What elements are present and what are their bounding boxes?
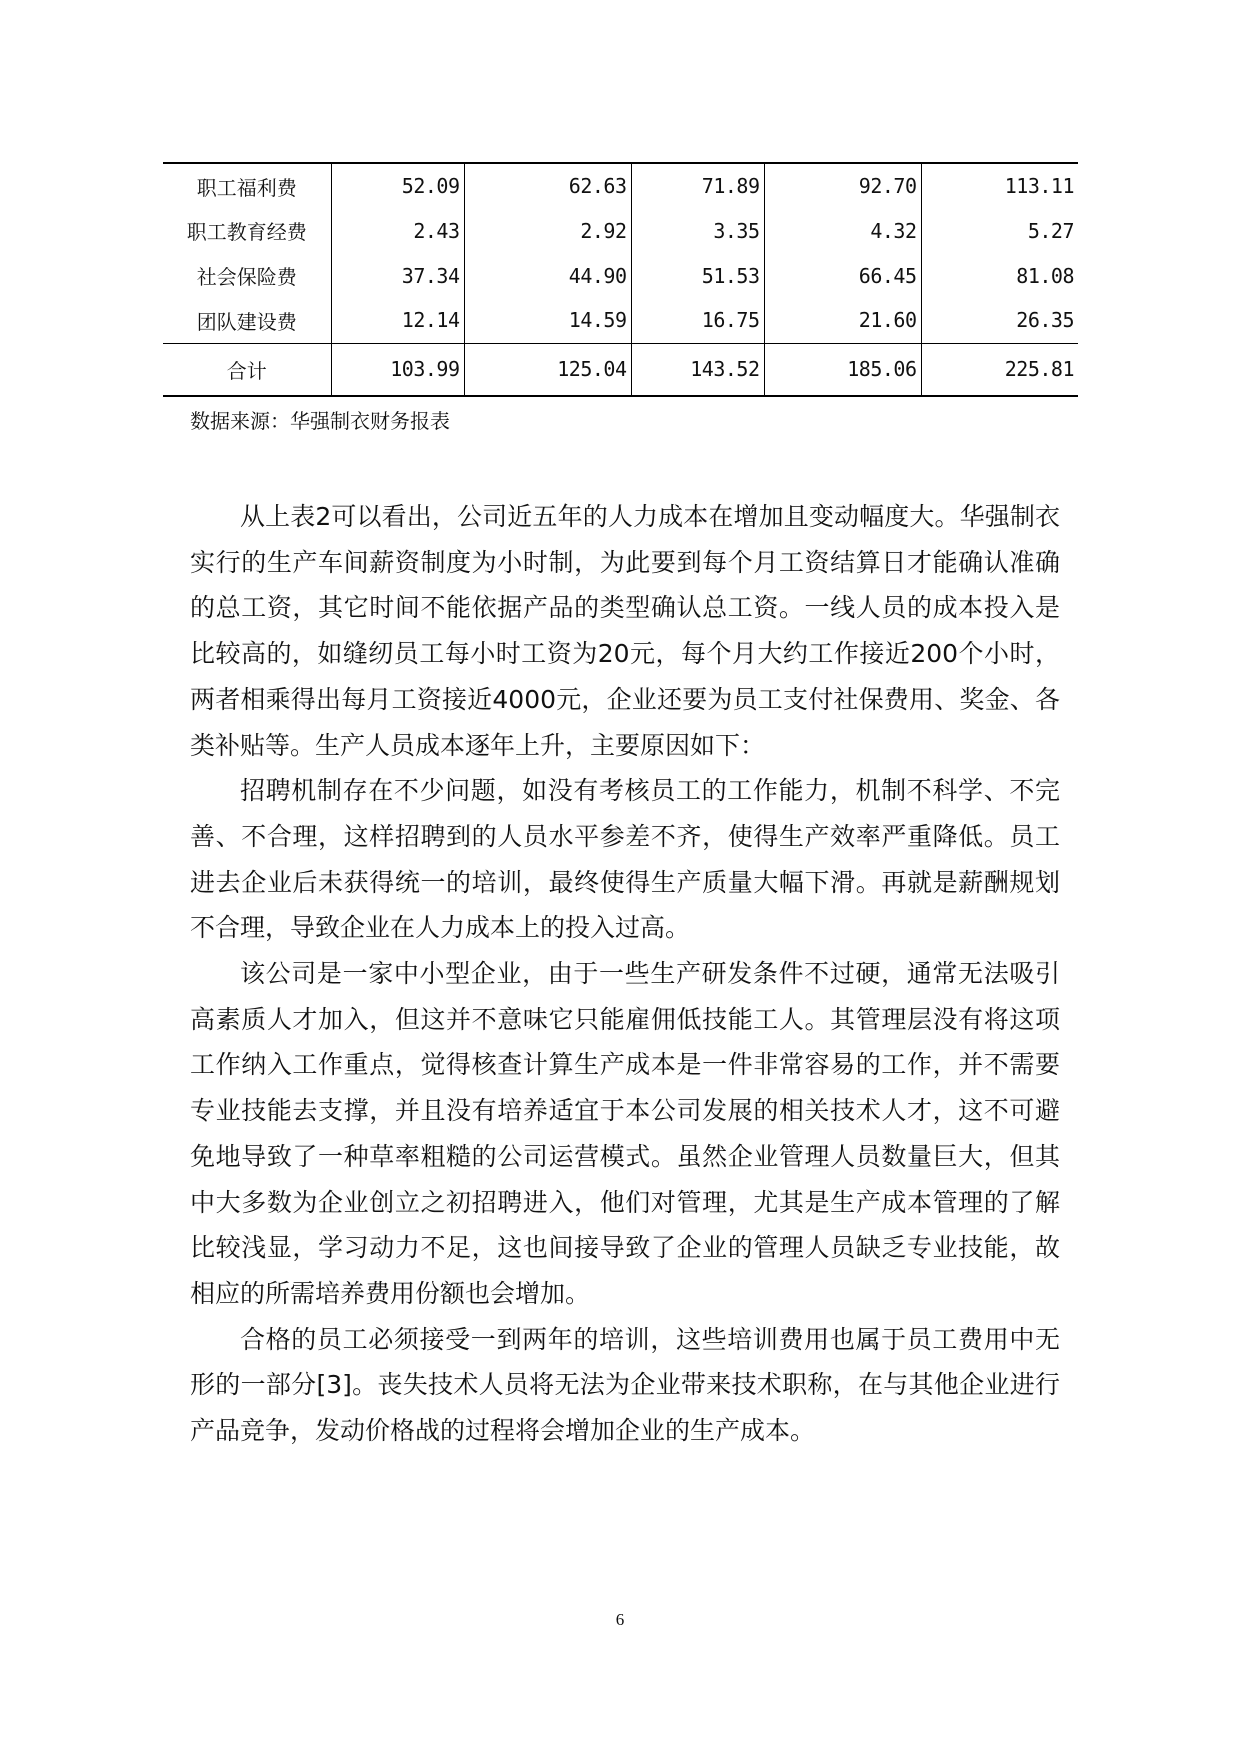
table-cell: 2.92 bbox=[464, 208, 631, 253]
table-cell: 3.35 bbox=[631, 208, 764, 253]
labor-cost-table bbox=[163, 162, 1078, 397]
table-row bbox=[163, 253, 1078, 298]
paragraph: 招聘机制存在不少问题，如没有考核员工的工作能力，机制不科学、不完善、不合理，这样招聘到的人员水平参差不齐，使得生产效率严重降低。员工进去企业后未获得统一的培训，最终使得生产质量大幅下滑。再就是薪酬规划不合理，导致企业在人力成本上的投入过高。 bbox=[190, 776, 1060, 943]
table-cell: 81.08 bbox=[921, 253, 1078, 298]
table-cell: 16.75 bbox=[631, 298, 764, 343]
table-cell: 143.52 bbox=[631, 343, 764, 396]
table-cell: 125.04 bbox=[464, 343, 631, 396]
table-source-note: 数据来源：华强制衣财务报表 bbox=[190, 409, 450, 433]
table-row bbox=[163, 298, 1078, 343]
table-cell: 14.59 bbox=[464, 298, 631, 343]
body-text bbox=[190, 494, 1060, 1454]
table-cell: 37.34 bbox=[331, 253, 464, 298]
paragraph: 合格的员工必须接受一到两年的培训，这些培训费用也属于员工费用中无形的一部分[3]。丧失技术人员将无法为企业带来技术职称，在与其他企业进行产品竞争，发动价格战的过程将会增加企业的生产成本。 bbox=[190, 1324, 1060, 1446]
paragraph: 从上表2可以看出，公司近五年的人力成本在增加且变动幅度大。华强制衣实行的生产车间薪资制度为小时制，为此要到每个月工资结算日才能确认准确的总工资，其它时间不能依据产品的类型确认总工资。一线人员的成本投入是比较高的，如缝纫员工每小时工资为20元，每个月大约工作接近200个小时，两者相乘得出每月工资接近4000元，企业还要为员工支付社保费用、奖金、各类补贴等。生产人员成本逐年上升，主要原因如下： bbox=[190, 502, 1060, 760]
table-cell: 62.63 bbox=[464, 163, 631, 208]
table-cell: 5.27 bbox=[921, 208, 1078, 253]
row-label: 职工福利费 bbox=[196, 175, 297, 200]
table-cell: 92.70 bbox=[764, 163, 921, 208]
paragraph: 该公司是一家中小型企业，由于一些生产研发条件不过硬，通常无法吸引高素质人才加入，但这并不意味它只能雇佣低技能工人。其管理层没有将这项工作纳入工作重点，觉得核查计算生产成本是一件非常容易的工作，并不需要专业技能去支撑，并且没有培养适宜于本公司发展的相关技术人才，这不可避免地导致了一种草率粗糙的公司运营模式。虽然企业管理人员数量巨大，但其中大多数为企业创立之初招聘进入，他们对管理，尤其是生产成本管理的了解比较浅显，学习动力不足，这也间接导致了企业的管理人员缺乏专业技能，故相应的所需培养费用份额也会增加。 bbox=[190, 959, 1060, 1308]
table-row bbox=[163, 163, 1078, 208]
table-cell: 26.35 bbox=[921, 298, 1078, 343]
table-cell: 52.09 bbox=[331, 163, 464, 208]
row-label: 社会保险费 bbox=[196, 265, 297, 289]
table-cell: 4.32 bbox=[764, 208, 921, 253]
row-label: 合计 bbox=[226, 358, 267, 383]
table-cell: 21.60 bbox=[764, 298, 921, 343]
table-cell: 185.06 bbox=[764, 343, 921, 396]
table-cell: 113.11 bbox=[921, 163, 1078, 208]
row-label: 团队建设费 bbox=[196, 309, 297, 334]
page-number: 6 bbox=[615, 1610, 625, 1629]
table-cell: 12.14 bbox=[331, 298, 464, 343]
table-total-row bbox=[163, 343, 1078, 396]
table-cell: 71.89 bbox=[631, 163, 764, 208]
table-cell: 103.99 bbox=[331, 343, 464, 396]
table-cell: 44.90 bbox=[464, 253, 631, 298]
row-label: 职工教育经费 bbox=[186, 220, 307, 244]
table-cell: 51.53 bbox=[631, 253, 764, 298]
table-cell: 225.81 bbox=[921, 343, 1078, 396]
table-cell: 2.43 bbox=[331, 208, 464, 253]
table-row bbox=[163, 208, 1078, 253]
table-cell: 66.45 bbox=[764, 253, 921, 298]
